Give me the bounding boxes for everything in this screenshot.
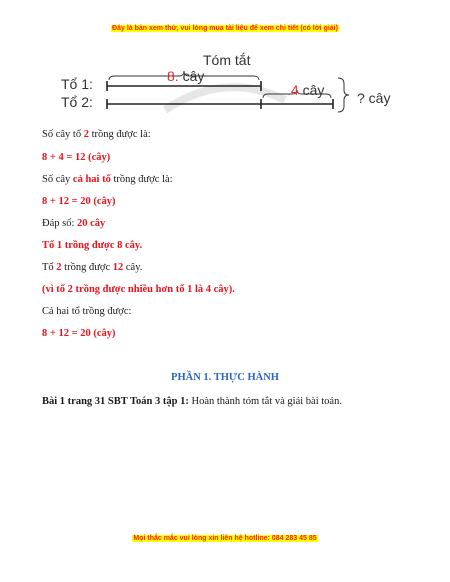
row1-value-number: 8. [167, 68, 179, 84]
text: trồng được [61, 262, 113, 273]
row1-value-label [167, 68, 204, 84]
row1-value-unit: cây [178, 68, 205, 84]
watermark-arc [165, 87, 285, 110]
row2-extra-label [287, 82, 324, 98]
calc-line-1: 8 + 4 = 12 (cây) [42, 152, 111, 163]
text: cây. [123, 262, 143, 273]
note-line-3: (vì tổ 2 trồng được nhiều hơn tổ 1 là 4 cây). [42, 284, 235, 295]
solution-line-2 [42, 173, 173, 187]
note-line-2 [42, 261, 142, 275]
row2-extra-unit: cây [298, 82, 325, 98]
hotline-banner-text: Mọi thắc mắc vui lòng xin liên hệ hotline: 084 283 45 85 [133, 535, 317, 542]
answer-value: 20 cây [77, 218, 106, 229]
answer-line [42, 217, 105, 231]
text: Đáp số: [42, 218, 77, 229]
preview-banner [0, 25, 450, 32]
row2-extra-number: .4 [287, 82, 299, 98]
highlight: 2 [83, 129, 89, 140]
diagram-title: Tóm tắt [203, 52, 251, 68]
exercise-label: Bài 1 trang 31 SBT Toán 3 tập 1: [42, 396, 189, 407]
calc-line-3: 8 + 12 = 20 (cây) [42, 328, 116, 339]
summary-diagram [55, 50, 395, 118]
note-line-4: Cả hai tổ trồng được: [42, 306, 132, 317]
text: Tổ [42, 262, 57, 273]
total-brace [338, 78, 349, 112]
text: trồng được là: [110, 174, 173, 185]
solution-line-1 [42, 128, 151, 142]
section-heading: PHẦN 1. THỰC HÀNH [171, 372, 279, 383]
note-line-1: Tổ 1 trồng được 8 cây. [42, 240, 143, 251]
highlight: cả hai tổ [72, 174, 111, 185]
text: Số cây [42, 174, 73, 185]
row1-label: Tổ 1: [61, 76, 93, 92]
total-label: ? cây [357, 90, 391, 106]
text: Số cây tổ [42, 129, 84, 140]
calc-line-2: 8 + 12 = 20 (cây) [42, 196, 116, 207]
hotline-banner [0, 535, 450, 542]
exercise-line [42, 395, 342, 409]
row2-label: Tổ 2: [61, 94, 93, 110]
highlight: 12 [112, 262, 124, 273]
text: trồng được là: [88, 129, 151, 140]
exercise-text: Hoàn thành tóm tắt và giải bài toán. [188, 396, 342, 407]
preview-banner-text: Đây là bản xem thử, vui lòng mua tài liệu để xem chi tiết (có lời giải) [112, 25, 338, 32]
highlight: 2 [56, 262, 62, 273]
